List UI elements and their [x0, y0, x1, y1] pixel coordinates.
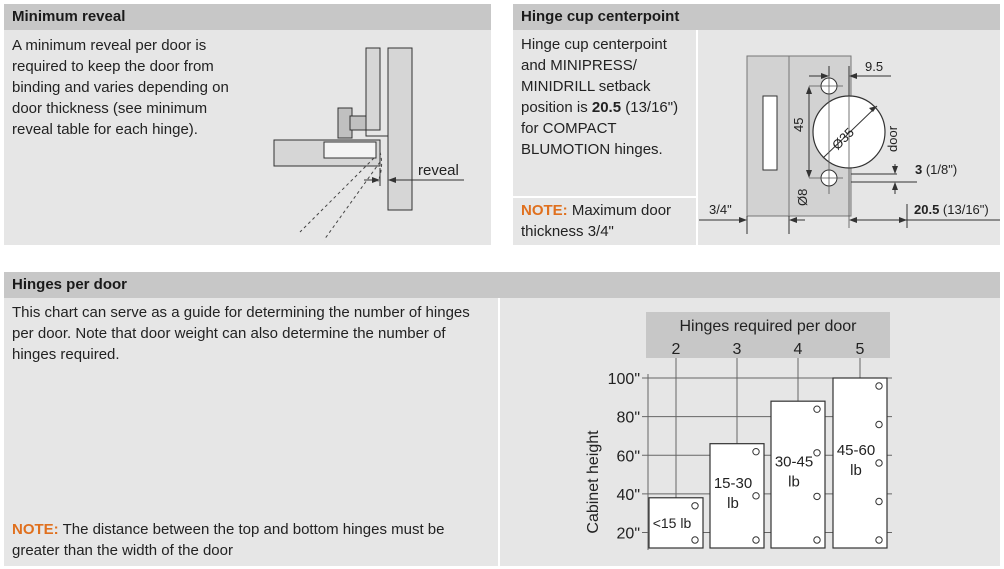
hinge-cup-panel — [513, 4, 1000, 245]
hinge-hole — [814, 537, 820, 543]
dim-20-5-fraction: (13/16") — [939, 202, 989, 217]
hinge-hole — [876, 421, 882, 427]
reveal-label: reveal — [418, 162, 459, 179]
hinge-hole — [876, 498, 882, 504]
hinges-per-door-note — [12, 519, 482, 561]
hinge-cup-note-label: NOTE: — [521, 202, 568, 219]
y-tick-label: 60" — [616, 448, 640, 466]
y-tick-label: 20" — [616, 525, 640, 543]
x-tick-label: 2 — [671, 341, 681, 358]
dim-3-4: 3/4" — [709, 202, 732, 217]
dim-45: 45 — [791, 117, 806, 132]
hinge-hole — [692, 503, 698, 509]
hinges-per-door-panel — [4, 272, 1000, 566]
hinges-per-door-text: This chart can serve as a guide for determining the number of hinges per door. Note that door weight can also determine the number of hinges required. — [12, 304, 470, 363]
hinge-cup-note-text: Maximum door thickness 3/4" — [521, 202, 672, 240]
hinge-hole — [814, 450, 820, 456]
bar-label: lb — [850, 462, 862, 479]
minimum-reveal-panel — [4, 4, 491, 245]
dim-8: Ø8 — [795, 188, 810, 206]
dim-20-5 — [914, 202, 989, 217]
hinge-hole — [692, 537, 698, 543]
dim-3-value: 3 — [915, 162, 923, 177]
dim-9-5: 9.5 — [865, 59, 884, 74]
hinge-hole — [876, 537, 882, 543]
hinges-per-door-note-text: The distance between the top and bottom hinges must be greater than the width of the door — [12, 521, 445, 559]
minimum-reveal-text: A minimum reveal per door is required to keep the door from binding and varies depending on door thickness (see minimum reveal table for each hinge). — [12, 37, 229, 138]
bar-label: 30-45 — [774, 453, 814, 471]
hinge-hole — [814, 493, 820, 499]
chart-title: Hinges required per door — [679, 318, 857, 335]
dim-35: Ø35 — [829, 124, 857, 153]
y-tick-label: 40" — [616, 486, 640, 504]
hinge-chart — [500, 298, 1000, 566]
hinge-hole — [753, 448, 759, 454]
hinge-hole — [753, 537, 759, 543]
dim-20-5-value: 20.5 — [914, 202, 940, 217]
x-tick-label: 5 — [855, 341, 865, 358]
hinge-hole — [753, 493, 759, 499]
x-tick-label: 4 — [793, 341, 803, 358]
hinge-cup — [324, 142, 376, 158]
bar-label: lb — [788, 473, 800, 491]
bar-label: <15 lb — [652, 514, 692, 531]
hinge-cup-text-2: (13/16") for COMPACT BLUMOTION hinges. — [521, 99, 679, 158]
bar-label: lb — [727, 494, 739, 512]
minimum-reveal-title: Minimum reveal — [4, 4, 491, 30]
chart-ylabel: Cabinet height — [585, 430, 602, 534]
bar-label: 15-30 — [713, 474, 753, 492]
hinge-hole — [876, 383, 882, 389]
hinge-arm — [366, 48, 380, 130]
hinge-chart-svg — [500, 298, 1000, 566]
hinge-hole — [876, 460, 882, 466]
bar-label: 45-60 — [836, 442, 876, 459]
hinge-cup-text-1: Hinge cup centerpoint and MINIPRESS/ MINIDRILL setback position is — [521, 36, 667, 116]
minimum-reveal-diagram — [4, 4, 491, 245]
dim-3-fraction: (1/8") — [922, 162, 958, 177]
hinge-cup-text-bold: 20.5 — [591, 99, 622, 116]
cabinet-side — [388, 48, 412, 210]
hinges-per-door-title: Hinges per door — [4, 272, 1000, 298]
x-tick-label: 3 — [732, 341, 742, 358]
hinge-hole — [814, 406, 820, 412]
y-tick-label: 80" — [616, 409, 640, 427]
dim-door: door — [885, 125, 900, 152]
hinge-cup-title: Hinge cup centerpoint — [513, 4, 1000, 30]
dim-3 — [915, 162, 957, 177]
y-tick-label: 100" — [607, 371, 640, 388]
hinges-per-door-note-label: NOTE: — [12, 521, 59, 538]
